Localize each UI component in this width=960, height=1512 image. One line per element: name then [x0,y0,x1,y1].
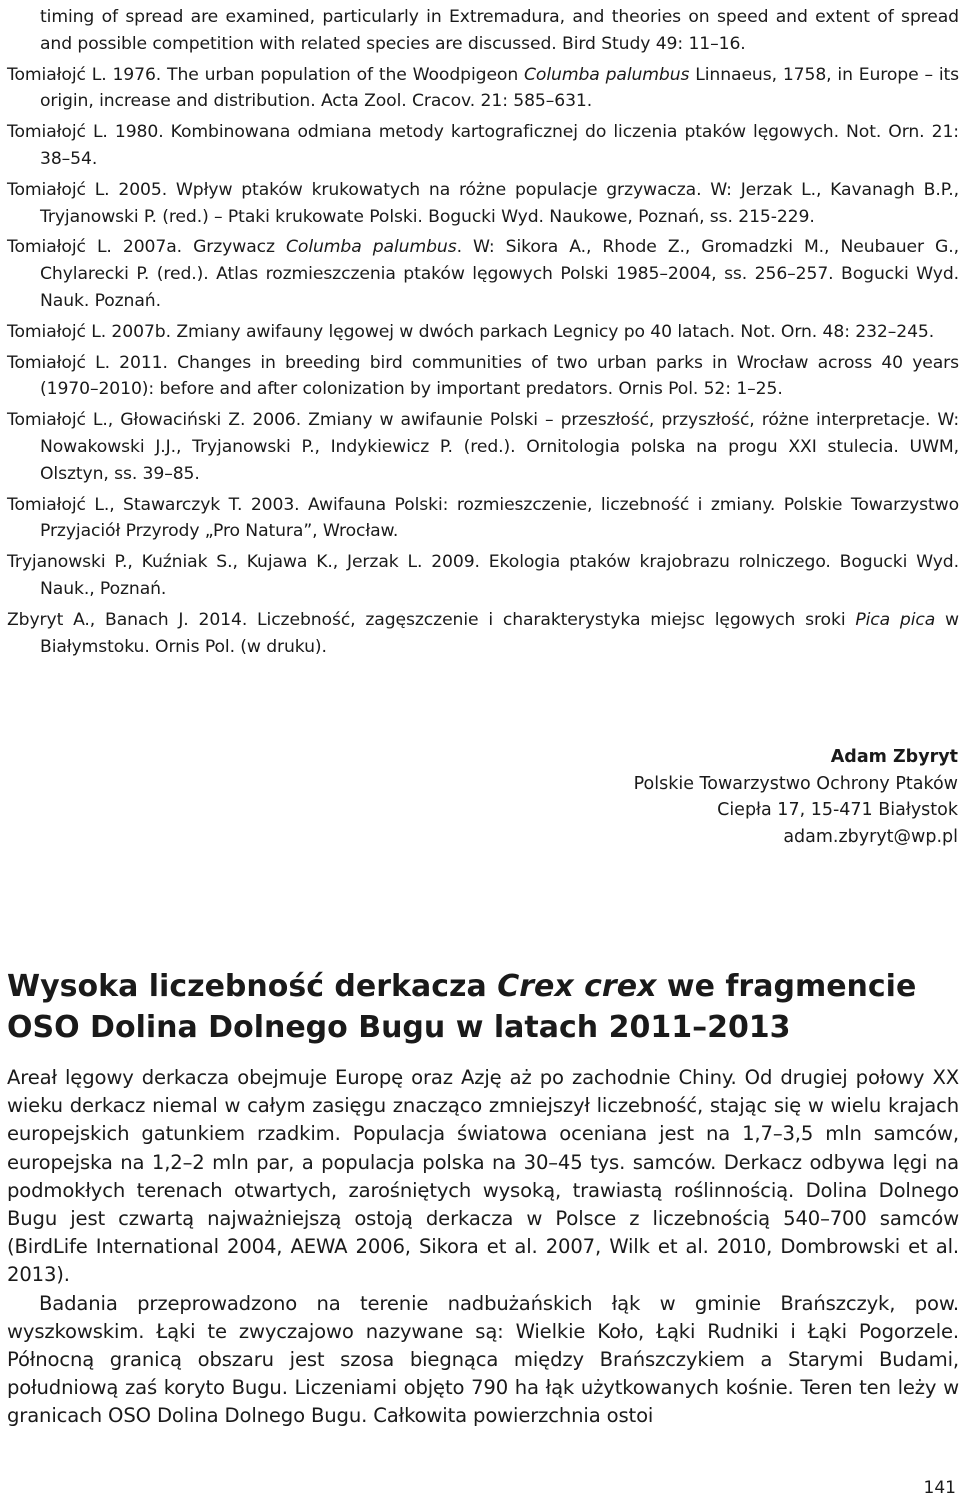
reference-text: Linnaeus, 1758, in Europe – its origin, increase and distribution. Acta Zool. Cracov. 21: 585–631. [40,64,960,112]
reference-text: Zmiany w awifaunie Polski – przeszłość, przyszłość, różne interpretacje. W: Nowakowski J.J., Tryjanowski P., Indykiewicz P. (red.). Ornitologia polska na progu XXI stulecia. UWM, Olsztyn, ss. 39–85. [40,410,960,484]
reference-item [7,407,959,487]
title-species-name: Crex crex [497,969,657,1004]
reference-text: . W: Sikora A., Rhode Z., Gromadzki M., Neubauer G., Chylarecki P. (red.). Atlas rozmieszczenia ptaków lęgowych Polski 1985–2004, ss. 256–257. Bogucki Wyd. Nauk. Poznań. [40,237,959,311]
reference-head: Zbyryt A., Banach J. 2014. [7,609,248,630]
reference-item [7,4,959,58]
author-email: adam.zbyryt@wp.pl [783,826,958,847]
reference-text: Kombinowana odmiana metody kartograficznej do liczenia ptaków lęgowych. Not. Orn. 21: 38–54. [40,122,959,169]
author-block [634,744,958,850]
reference-text: Ekologia ptaków krajobrazu rolniczego. Bogucki Wyd. Nauk., Poznań. [40,552,959,599]
reference-item [7,234,959,314]
reference-head: Tomiałojć L. 1976. [7,64,162,85]
reference-head: Tomiałojć L. 2007a. [7,237,182,258]
reference-item [7,119,959,173]
reference-head: Tomiałojć L. 2011. [7,352,168,373]
reference-item [7,177,959,231]
reference-head: Tomiałojć L. 2007b. [7,321,171,342]
reference-list [7,4,959,660]
article-title [7,966,959,1048]
reference-text: Grzywacz [182,237,286,258]
reference-text: Wpływ ptaków krukowatych na różne populacje grzywacza. W: Jerzak L., Kavanagh B.P., Tryjanowski P. (red.) – Ptaki krukowate Polski. Bogucki Wyd. Naukowe, Poznań, ss. 215-229. [40,179,960,227]
reference-item [7,350,959,404]
body-paragraph: Areał lęgowy derkacza obejmuje Europę oraz Azję aż po zachodnie Chiny. Od drugiej połowy XX wieku derkacz niemal w całym zasięgu znacząco zmniejszył liczebność, stając się w wielu krajach europejskich gatunkiem rzadkim. Populacja światowa oceniana jest na 1,7–3,5 mln samców, europejska na 1,2–2 mln par, a populacja polska na 30–45 tys. samców. Derkacz odbywa lęgi na podmokłych terenach otwartych, zarośniętych wysoką, trawiastą roślinnością. Dolina Dolnego Bugu jest czwartą najważniejszą ostoją derkacza w Polsce z liczebnością 540–700 samców (BirdLife International 2004, AEWA 2006, Sikora et al. 2007, Wilk et al. 2010, Dombrowski et al. 2013). [7,1066,959,1287]
article-body [7,1064,959,1431]
reference-item [7,492,959,546]
author-affiliation: Polskie Towarzystwo Ochrony Ptaków [633,773,958,794]
reference-text: timing of spread are examined, particularly in Extremadura, and theories on speed and extent of spread and possible competition with related species are discussed. Bird Study 49: 11–16. [40,7,959,54]
species-name: Columba palumbus [286,237,457,258]
reference-text: Awifauna Polski: rozmieszczenie, liczebność i zmiany. Polskie Towarzystwo Przyjaciół Przyrody „Pro Natura”, Wrocław. [40,494,959,542]
species-name: Columba palumbus [524,64,690,85]
reference-text: w Białymstoku. Ornis Pol. (w druku). [40,609,959,657]
author-name: Adam Zbyryt [830,747,958,767]
title-text: Wysoka liczebność derkacza [7,969,498,1004]
reference-head: Tomiałojć L., Głowaciński Z. 2006. [7,410,302,431]
reference-text: Zmiany awifauny lęgowej w dwóch parkach Legnicy po 40 latach. Not. Orn. 48: 232–245. [170,321,935,342]
page-number: 141 [923,1478,956,1498]
reference-item [7,319,959,346]
body-paragraph: Badania przeprowadzono na terenie nadbużańskich łąk w gminie Brańszczyk, pow. wyszkowskim. Łąki te zwyczajowo nazywane są: Wielkie Koło, Łąki Rudniki i Łąki Pogorzele. Północną granicą obszaru jest szosa biegnąca między Brańszczykiem a Starymi Budami, południową zaś koryto Bugu. Liczeniami objęto 790 ha łąk użytkowanych kośnie. Teren ten leży w granicach OSO Dolina Dolnego Bugu. Całkowita powierzchnia ostoi [7,1291,959,1428]
title-text: we fragmencie OSO Dolina Dolnego Bugu w latach 2011–2013 [7,969,917,1045]
reference-text: Changes in breeding bird communities of two urban parks in Wrocław across 40 years (1970–2010): before and after colonization by important predators. Ornis Pol. 52: 1–25. [40,352,960,400]
reference-item [7,62,959,116]
reference-head: Tryjanowski P., Kuźniak S., Kujawa K., Jerzak L. 2009. [7,552,480,573]
species-name: Pica pica [855,609,936,630]
reference-text: The urban population of the Woodpigeon [161,64,525,85]
reference-text: Liczebność, zagęszczenie i charakterystyka miejsc lęgowych sroki [247,609,856,630]
reference-head: Tomiałojć L. 2005. [7,179,168,200]
reference-head: Tomiałojć L., Stawarczyk T. 2003. [7,494,300,515]
author-address: Ciepła 17, 15-471 Białystok [717,800,958,820]
reference-item [7,607,959,661]
reference-head: Tomiałojć L. 1980. [7,122,164,143]
reference-item [7,549,959,603]
